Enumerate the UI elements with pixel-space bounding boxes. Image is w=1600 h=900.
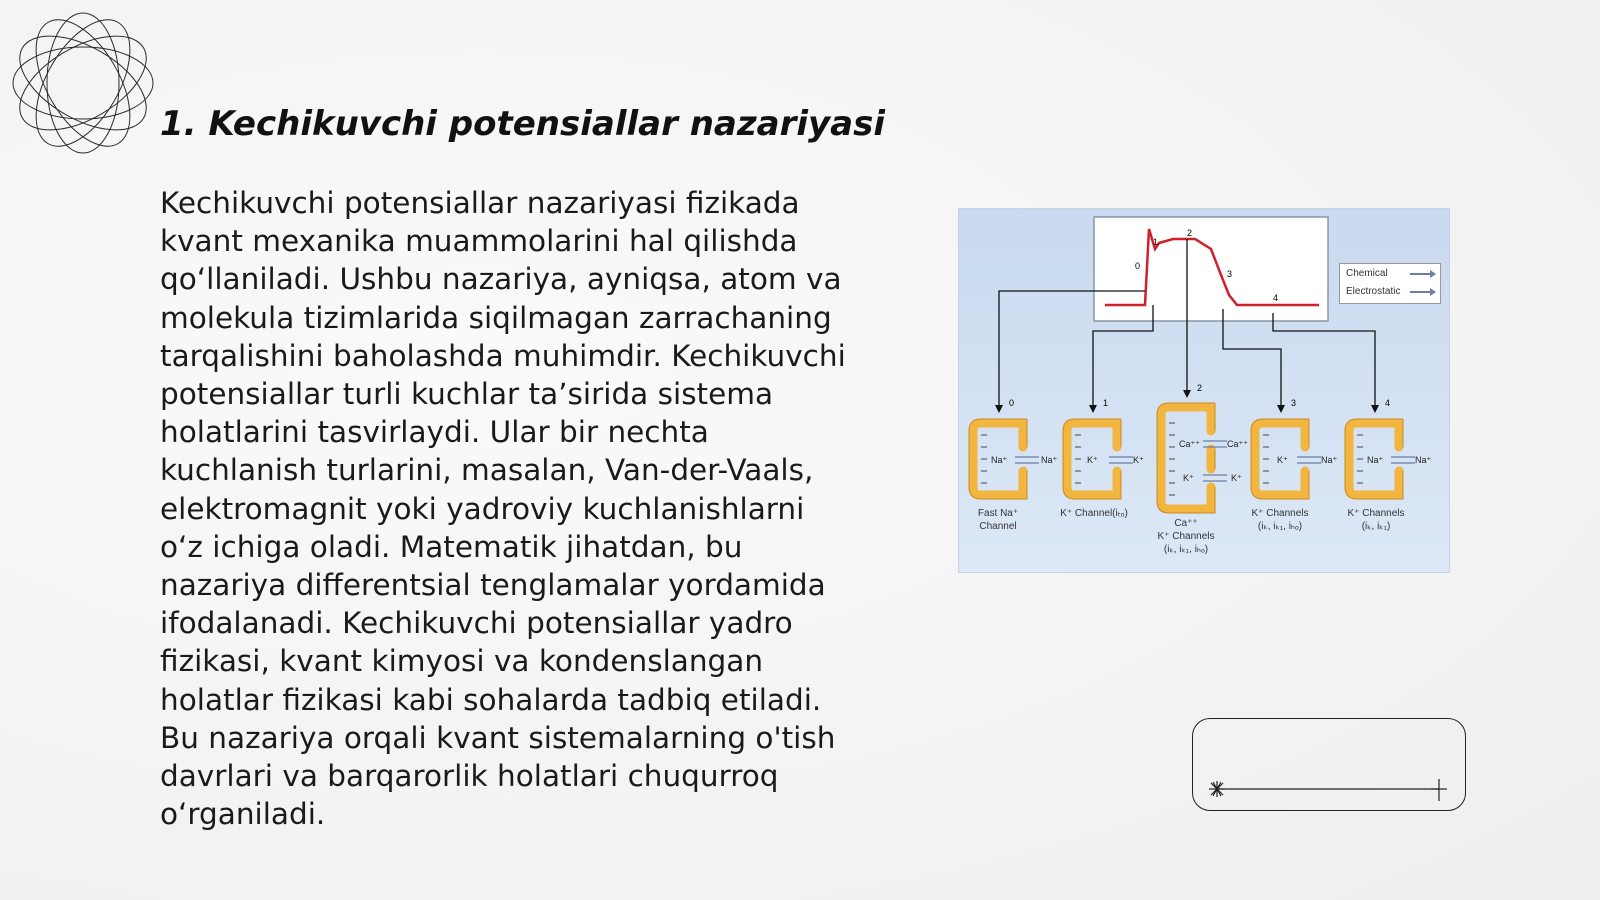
graph-phase-label: 3 [1227, 269, 1233, 279]
cell-membrane-outlines [969, 403, 1403, 513]
ion-label: Na⁺ [1415, 455, 1432, 465]
channel-caption: Ca⁺⁺ K⁺ Channels (iₖ, iₖ₁, iₕₒ) [1157, 518, 1215, 555]
body-paragraph: Kechikuvchi potensiallar nazariyasi fizikada kvant mexanika muammolarini hal qilishda qo‘llaniladi. Ushbu nazariya, ayniqsa, atom va molekula tizimlarida siqilmagan zarrachaning tarqalishini baholashda muhimdir. Kechikuvchi potensiallar turli kuchlar ta’sirida sistema holatlarini tasvirlaydi. Ular bir nechta kuchlanish turlarini, masalan, Van-der-Vaals, elektromagnit yoki yadroviy kuchlanishlarni o‘z ichiga oladi. Matematik jihatdan, bu nazariya differentsial tenglamalar yordamida ifodalanadi. Kechikuvchi potensiallar yadro fizikasi, kvant kimyosi va kondenslangan holatlar fizikasi kabi sohalarda tadbiq etiladi. Bu nazariya orqali kvant sistemalarning o'tish davrlari va barqarorlik holatlari chuqurroq o‘rganiladi. [160, 186, 846, 832]
action-potential-figure [958, 208, 1450, 573]
ion-label: Na⁺ [991, 455, 1008, 465]
graph-phase-label: 0 [1135, 261, 1141, 271]
legend-item-chemical [1340, 266, 1440, 282]
legend-label: Chemical [1346, 268, 1388, 279]
channel-phase-label: 2 [1197, 383, 1203, 393]
slide-title: 1. Kechikuvchi potensiallar nazariyasi [160, 104, 886, 144]
channel-caption: K⁺ Channels (iₖ, iₖ₁) [1347, 508, 1405, 532]
arrow-icon [1410, 273, 1432, 275]
graph-phase-label: 4 [1273, 293, 1279, 303]
ion-label: Na⁺ [1321, 455, 1338, 465]
ion-label: K⁺ [1087, 455, 1098, 465]
ion-label: K⁺ [1183, 473, 1194, 483]
figure-legend [1339, 263, 1441, 304]
starburst-icon [1209, 781, 1225, 797]
ion-label: K⁺ [1231, 473, 1242, 483]
channel-caption: Fast Na⁺ Channel [977, 508, 1019, 532]
channel-phase-label: 0 [1009, 398, 1015, 408]
ion-label: Ca⁺⁺ [1227, 439, 1249, 449]
channel-phase-label: 3 [1291, 398, 1297, 408]
channel-caption: K⁺ Channels (iₖ, iₖ₁, iₕₒ) [1251, 508, 1309, 532]
ion-label: K⁺ [1133, 455, 1144, 465]
decorative-circle-pattern-icon [8, 8, 158, 158]
legend-item-electrostatic [1340, 284, 1440, 300]
decorative-slider-widget [1192, 718, 1466, 811]
channel-phase-label: 1 [1103, 398, 1109, 408]
arrow-icon [1410, 291, 1432, 293]
channel-caption: K⁺ Channel(iₜₒ) [1060, 508, 1128, 519]
ion-label: Ca⁺⁺ [1179, 439, 1201, 449]
graph-phase-label: 2 [1187, 228, 1193, 238]
ion-label: Na⁺ [1367, 455, 1384, 465]
graph-phase-label: 1 [1153, 237, 1159, 247]
legend-label: Electrostatic [1346, 286, 1401, 297]
ion-label: Na⁺ [1041, 455, 1058, 465]
ion-label: K⁺ [1277, 455, 1288, 465]
channel-phase-label: 4 [1385, 398, 1391, 408]
sparkle-icon [1431, 779, 1447, 801]
